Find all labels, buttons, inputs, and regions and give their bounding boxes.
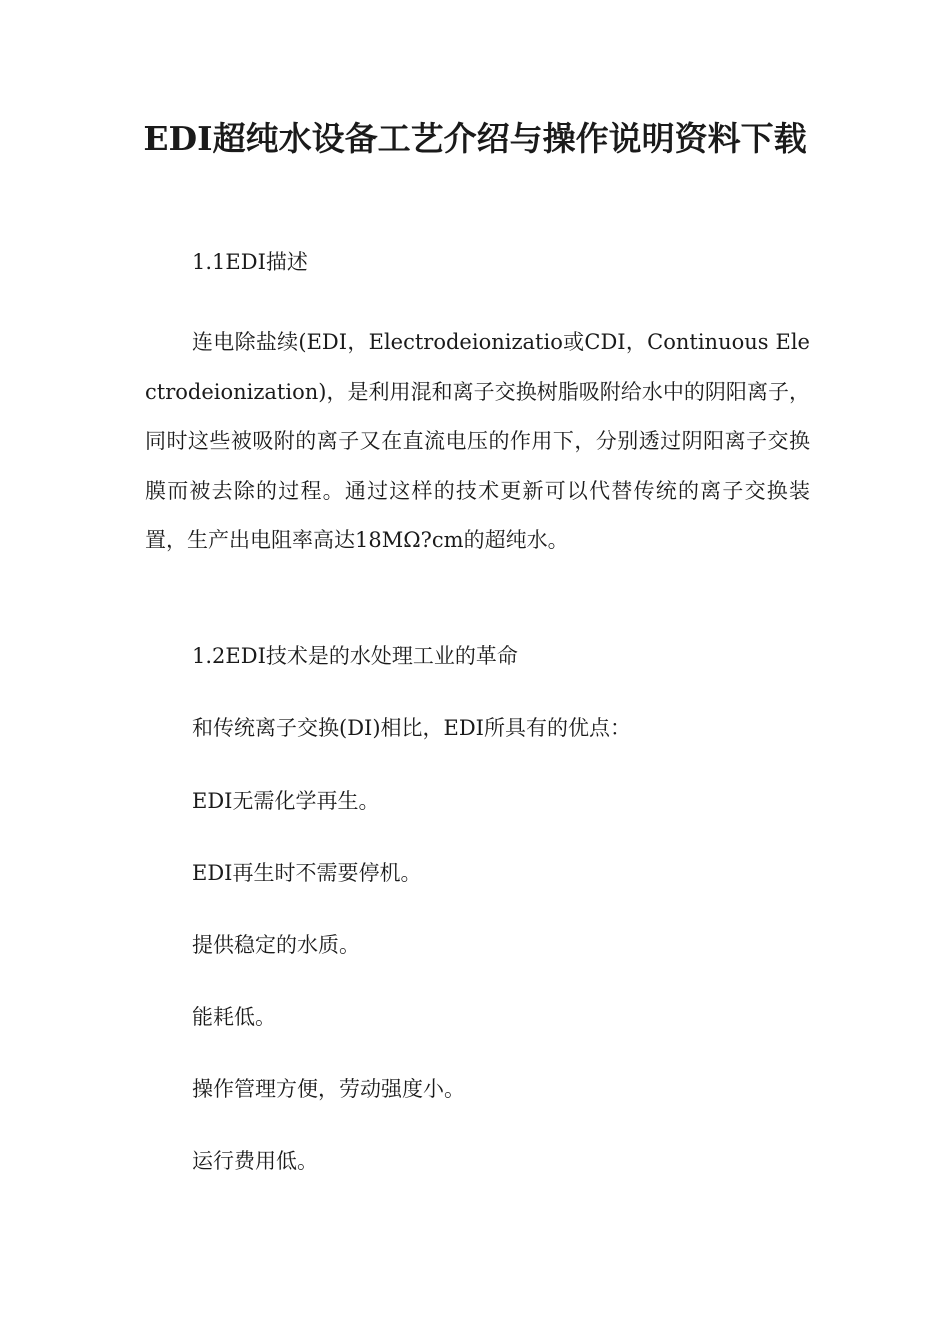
section-heading-1-2: 1.2EDI技术是的水处理工业的革命 xyxy=(192,644,518,668)
list-item: 运行费用低。 xyxy=(192,1149,318,1173)
advantages-intro: 和传统离子交换(DI)相比，EDI所具有的优点： xyxy=(192,716,631,740)
section-heading-1-1: 1.1EDI描述 xyxy=(192,250,308,274)
document-title: EDI超纯水设备工艺介绍与操作说明资料下载 xyxy=(143,119,807,158)
list-item: 提供稳定的水质。 xyxy=(192,933,360,957)
list-item: EDI再生时不需要停机。 xyxy=(192,861,422,885)
list-item: 操作管理方便，劳动强度小。 xyxy=(192,1077,465,1101)
list-item: 能耗低。 xyxy=(192,1005,276,1029)
list-item: EDI无需化学再生。 xyxy=(192,789,380,813)
section-paragraph-edi-description: 连电除盐续(EDI，Electrodeionizatio或CDI，Continuous Electrodeionization)，是利用混和离子交换树脂吸附给水中的阴阳离子，同时这些被吸附的离子又在直流电压的作用下，分别透过阴阳离子交换膜而被去除的过程。通过这样的技术更新可以代替传统的离子交换装置，生产出电阻率高达18MΩ?cm的超纯水。 xyxy=(145,330,810,552)
